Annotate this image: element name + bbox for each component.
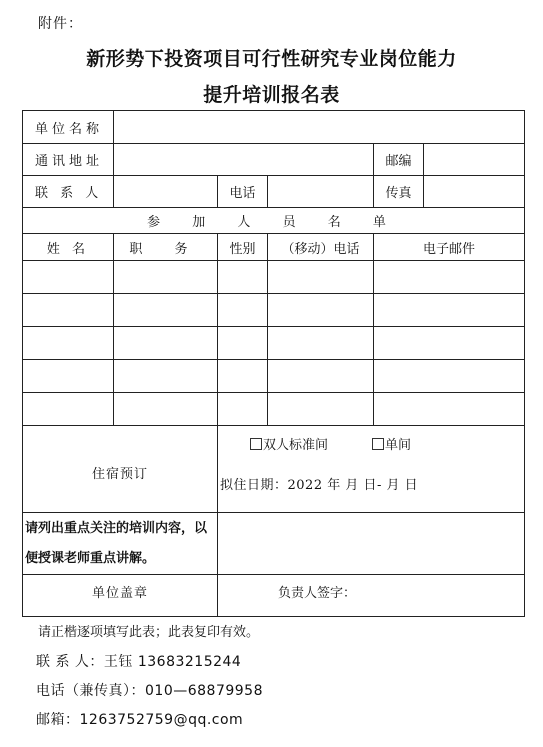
participant-email-cell[interactable]: [374, 261, 525, 294]
participant-phone-cell[interactable]: [268, 327, 374, 360]
participant-email-cell[interactable]: [374, 393, 525, 426]
contact-person-field[interactable]: [114, 176, 218, 208]
signature-row: [23, 575, 525, 617]
phone-fax-info: 电话（兼传真）：010—68879958: [36, 683, 263, 699]
email-info: 邮箱：1263752759@qq.com: [36, 712, 244, 728]
participants-title-row: [23, 208, 525, 234]
participant-phone-cell[interactable]: [268, 294, 374, 327]
fax-label: 传真: [374, 176, 424, 208]
participant-name-cell[interactable]: [23, 294, 114, 327]
single-room-option[interactable]: [372, 434, 411, 453]
registration-form-table: [22, 110, 525, 617]
unit-name-field[interactable]: [114, 111, 525, 144]
participant-email-cell[interactable]: [374, 294, 525, 327]
address-row: [23, 144, 525, 176]
unit-name-label: 单位名称: [23, 111, 114, 144]
fax-field[interactable]: [424, 176, 525, 208]
fill-instructions: 请正楷逐项填写此表；此表复印有效。: [38, 625, 260, 640]
participant-gender-cell[interactable]: [218, 261, 268, 294]
training-focus-row: [23, 513, 525, 575]
single-room-label: 单间: [385, 438, 412, 453]
participant-position-cell[interactable]: [114, 360, 218, 393]
contact-person-info: 联 系 人：王钰 13683215244: [36, 654, 242, 670]
double-room-option[interactable]: [250, 434, 328, 453]
participant-gender-cell[interactable]: [218, 294, 268, 327]
stay-dates: 拟住日期：2022 年 月 日- 月 日: [220, 478, 419, 493]
participant-position-cell[interactable]: [114, 393, 218, 426]
attachment-label: 附件：: [38, 16, 83, 32]
participant-name-cell[interactable]: [23, 393, 114, 426]
participant-row: [23, 360, 525, 393]
participants-header-row: [23, 234, 525, 261]
double-room-checkbox[interactable]: [250, 438, 262, 450]
unit-seal-label: 单位盖章: [23, 575, 218, 617]
participant-gender-cell[interactable]: [218, 327, 268, 360]
participant-gender-cell[interactable]: [218, 360, 268, 393]
participant-row: [23, 327, 525, 360]
signature-label: 负责人签字：: [278, 586, 357, 601]
participant-email-cell[interactable]: [374, 360, 525, 393]
participant-gender-cell[interactable]: [218, 393, 268, 426]
lodging-row: [23, 426, 525, 513]
participant-row: [23, 261, 525, 294]
postcode-field[interactable]: [424, 144, 525, 176]
participant-phone-cell[interactable]: [268, 393, 374, 426]
participant-row: [23, 393, 525, 426]
column-name: 姓 名: [23, 234, 114, 261]
phone-field[interactable]: [268, 176, 374, 208]
participant-position-cell[interactable]: [114, 327, 218, 360]
phone-label: 电话: [218, 176, 268, 208]
training-focus-prompt: 请列出重点关注的培训内容，以便授课老师重点讲解。: [23, 513, 218, 575]
column-gender: 性别: [218, 234, 268, 261]
lodging-options: [218, 426, 525, 513]
column-position: 职 务: [114, 234, 218, 261]
participant-name-cell[interactable]: [23, 327, 114, 360]
form-title-line1: 新形势下投资项目可行性研究专业岗位能力: [86, 48, 457, 70]
participant-name-cell[interactable]: [23, 360, 114, 393]
single-room-checkbox[interactable]: [372, 438, 384, 450]
contact-person-label: 联 系 人: [23, 176, 114, 208]
participants-title: 参 加 人 员 名 单: [23, 208, 525, 234]
participant-email-cell[interactable]: [374, 327, 525, 360]
column-mobile-phone: （移动）电话: [268, 234, 374, 261]
lodging-label: 住宿预订: [23, 426, 218, 513]
address-field[interactable]: [114, 144, 374, 176]
participant-phone-cell[interactable]: [268, 360, 374, 393]
address-label: 通讯地址: [23, 144, 114, 176]
participant-position-cell[interactable]: [114, 261, 218, 294]
column-email: 电子邮件: [374, 234, 525, 261]
signature-field[interactable]: [218, 575, 525, 617]
participant-row: [23, 294, 525, 327]
unit-name-row: [23, 111, 525, 144]
participant-name-cell[interactable]: [23, 261, 114, 294]
double-room-label: 双人标准间: [263, 438, 329, 453]
postcode-label: 邮编: [374, 144, 424, 176]
contact-row: [23, 176, 525, 208]
participant-position-cell[interactable]: [114, 294, 218, 327]
training-focus-field[interactable]: [218, 513, 525, 575]
form-title-line2: 提升培训报名表: [203, 84, 340, 106]
participant-phone-cell[interactable]: [268, 261, 374, 294]
